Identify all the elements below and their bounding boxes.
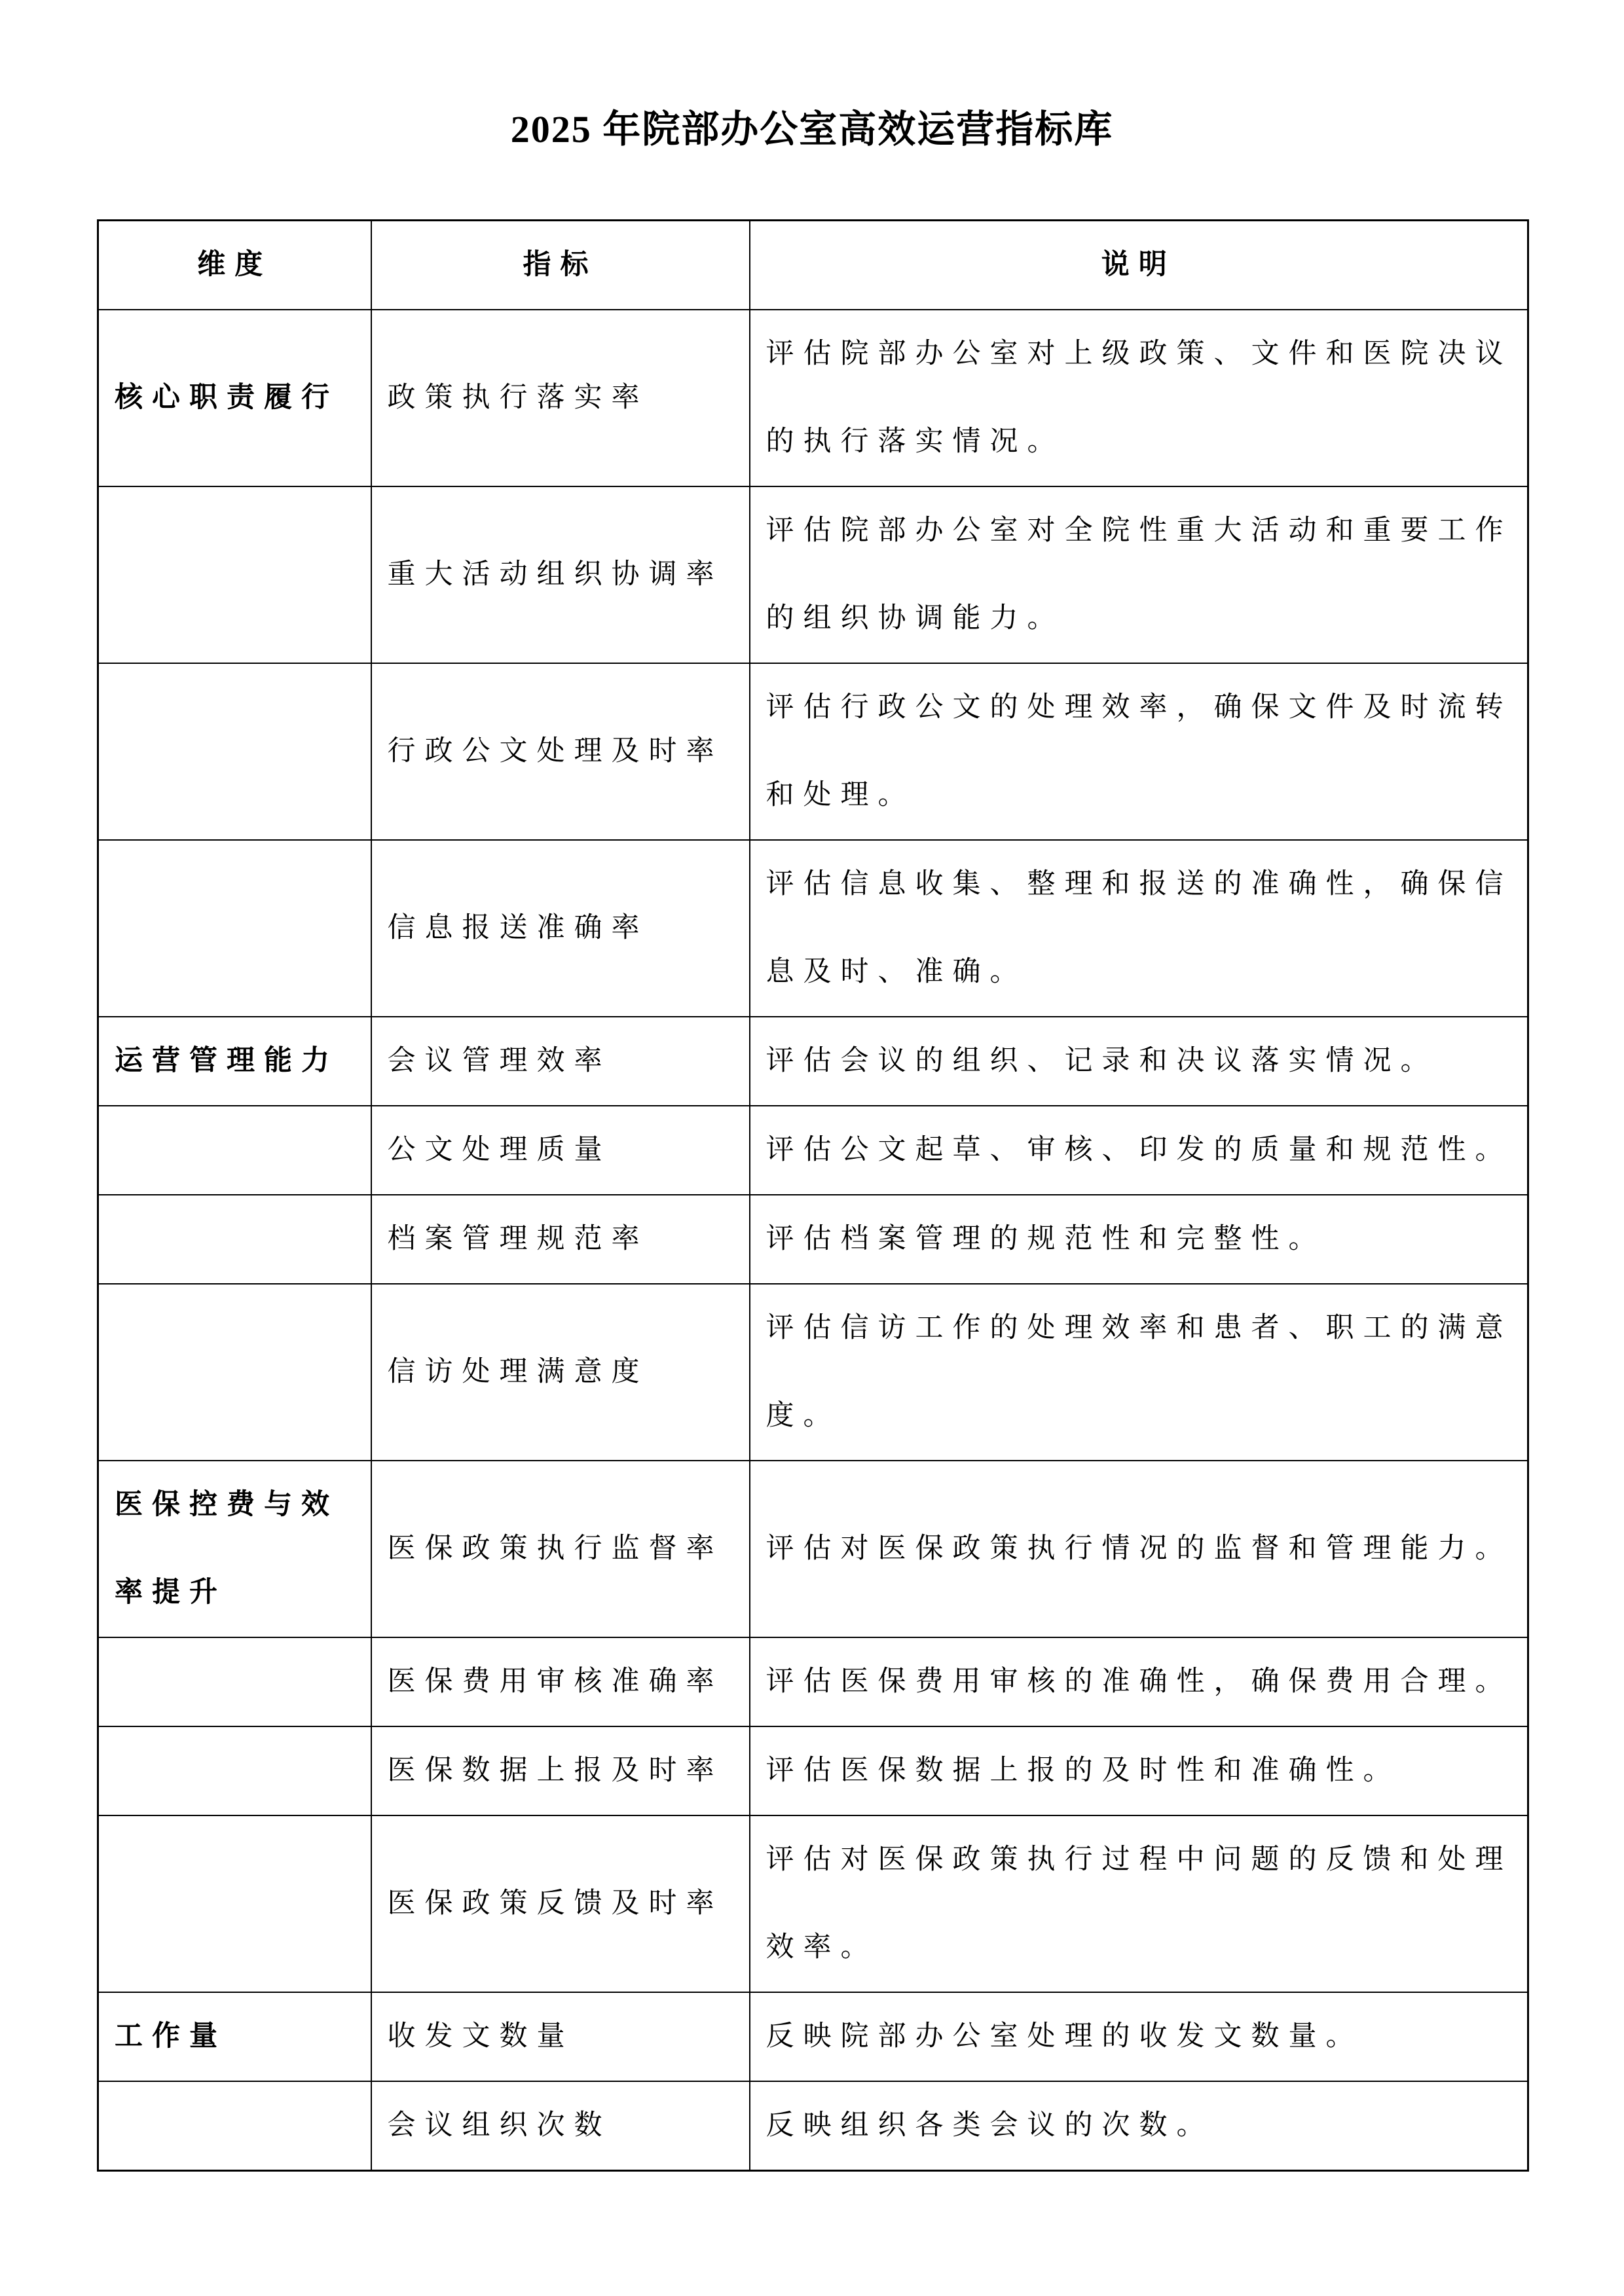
- indicator-cell: 医保政策反馈及时率: [371, 1815, 750, 1992]
- dimension-cell: [98, 840, 371, 1017]
- description-cell: 评估行政公文的处理效率，确保文件及时流转和处理。: [750, 663, 1528, 840]
- indicator-cell: 收发文数量: [371, 1992, 750, 2081]
- dimension-cell: [98, 1815, 371, 1992]
- dimension-cell: 核心职责履行: [98, 310, 371, 486]
- indicator-cell: 公文处理质量: [371, 1106, 750, 1195]
- table-row: [98, 1195, 1528, 1284]
- dimension-cell: [98, 663, 371, 840]
- table-row: [98, 310, 1528, 486]
- description-cell: 评估院部办公室对全院性重大活动和重要工作的组织协调能力。: [750, 486, 1528, 663]
- indicator-table: [97, 219, 1529, 2172]
- dimension-cell: [98, 486, 371, 663]
- indicator-cell: 会议组织次数: [371, 2081, 750, 2171]
- table-row: [98, 1992, 1528, 2081]
- description-cell: 反映组织各类会议的次数。: [750, 2081, 1528, 2171]
- description-cell: 评估对医保政策执行过程中问题的反馈和处理效率。: [750, 1815, 1528, 1992]
- description-cell: 反映院部办公室处理的收发文数量。: [750, 1992, 1528, 2081]
- table-row: [98, 1017, 1528, 1106]
- table-header-row: [98, 221, 1528, 310]
- description-cell: 评估院部办公室对上级政策、文件和医院决议的执行落实情况。: [750, 310, 1528, 486]
- description-cell: 评估医保费用审核的准确性，确保费用合理。: [750, 1637, 1528, 1726]
- dimension-cell: 医保控费与效率提升: [98, 1461, 371, 1637]
- indicator-cell: 医保费用审核准确率: [371, 1637, 750, 1726]
- description-cell: 评估公文起草、审核、印发的质量和规范性。: [750, 1106, 1528, 1195]
- indicator-cell: 会议管理效率: [371, 1017, 750, 1106]
- dimension-cell: [98, 1284, 371, 1461]
- description-cell: 评估档案管理的规范性和完整性。: [750, 1195, 1528, 1284]
- dimension-cell: [98, 1726, 371, 1815]
- table-row: [98, 1815, 1528, 1992]
- indicator-cell: 重大活动组织协调率: [371, 486, 750, 663]
- dimension-cell: [98, 1106, 371, 1195]
- description-cell: 评估信访工作的处理效率和患者、职工的满意度。: [750, 1284, 1528, 1461]
- indicator-cell: 信访处理满意度: [371, 1284, 750, 1461]
- table-row: [98, 486, 1528, 663]
- dimension-cell: [98, 2081, 371, 2171]
- dimension-cell: [98, 1637, 371, 1726]
- indicator-cell: 政策执行落实率: [371, 310, 750, 486]
- table-row: [98, 1726, 1528, 1815]
- description-cell: 评估对医保政策执行情况的监督和管理能力。: [750, 1461, 1528, 1637]
- dimension-cell: 工作量: [98, 1992, 371, 2081]
- description-cell: 评估医保数据上报的及时性和准确性。: [750, 1726, 1528, 1815]
- column-header-indicator: 指标: [371, 221, 750, 310]
- table-row: [98, 1284, 1528, 1461]
- table-row: [98, 1637, 1528, 1726]
- indicator-cell: 行政公文处理及时率: [371, 663, 750, 840]
- indicator-cell: 医保政策执行监督率: [371, 1461, 750, 1637]
- table-row: [98, 2081, 1528, 2171]
- table-row: [98, 663, 1528, 840]
- table-row: [98, 1461, 1528, 1637]
- page-title: 2025 年院部办公室高效运营指标库: [510, 108, 1114, 151]
- indicator-cell: 档案管理规范率: [371, 1195, 750, 1284]
- column-header-description: 说明: [750, 221, 1528, 310]
- description-cell: 评估信息收集、整理和报送的准确性，确保信息及时、准确。: [750, 840, 1528, 1017]
- dimension-cell: [98, 1195, 371, 1284]
- table-row: [98, 1106, 1528, 1195]
- indicator-cell: 医保数据上报及时率: [371, 1726, 750, 1815]
- indicator-cell: 信息报送准确率: [371, 840, 750, 1017]
- dimension-cell: 运营管理能力: [98, 1017, 371, 1106]
- description-cell: 评估会议的组织、记录和决议落实情况。: [750, 1017, 1528, 1106]
- table-row: [98, 840, 1528, 1017]
- column-header-dimension: 维度: [98, 221, 371, 310]
